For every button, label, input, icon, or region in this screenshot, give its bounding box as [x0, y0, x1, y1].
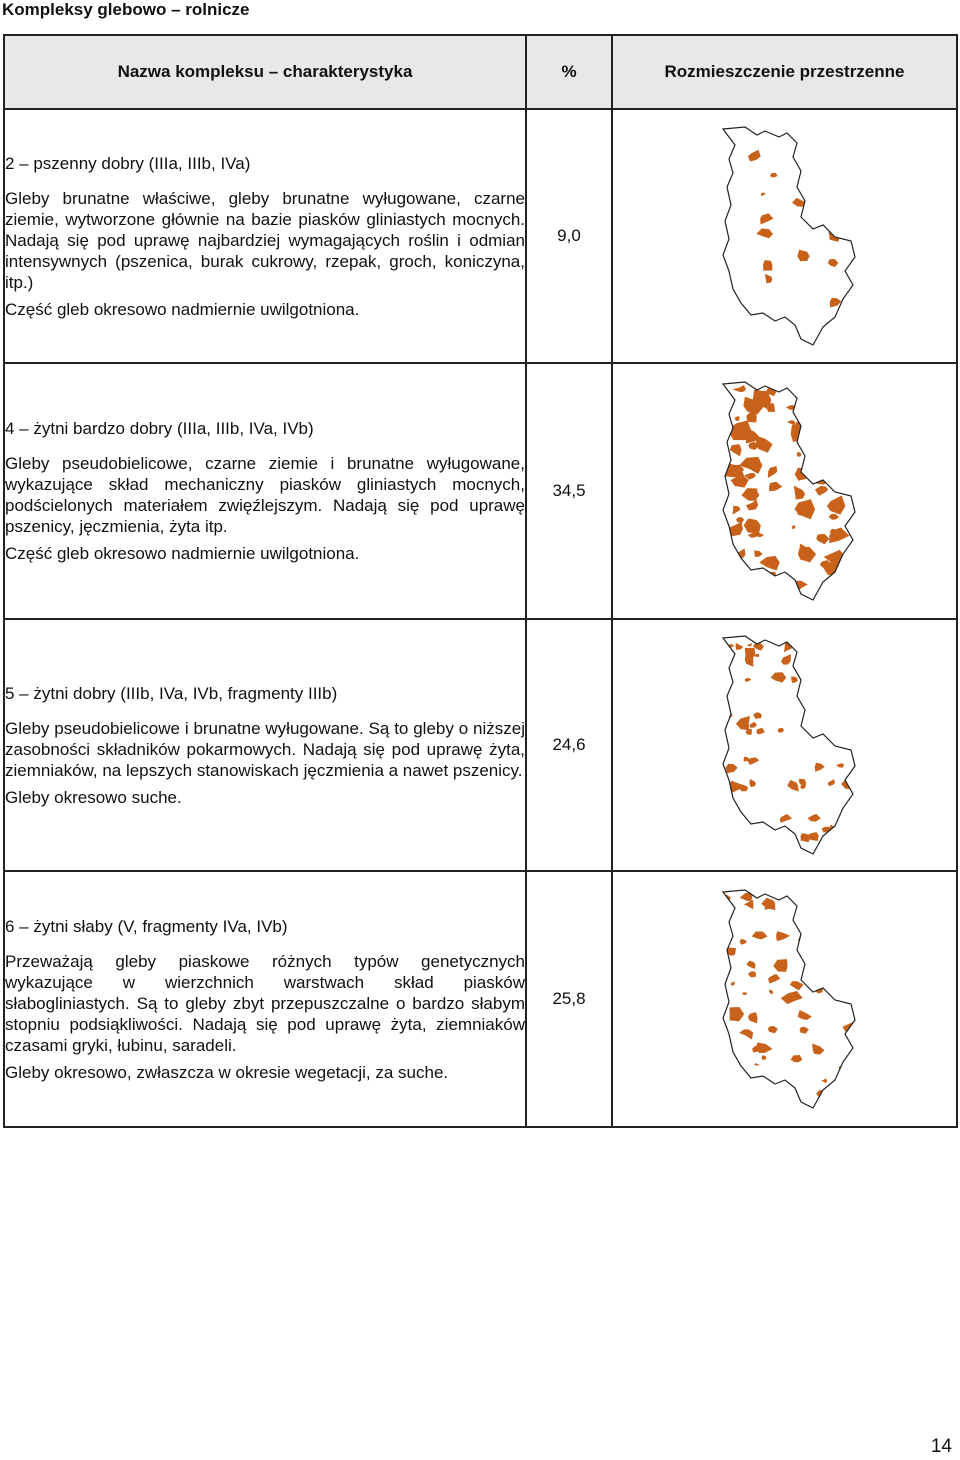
- soil-patch: [821, 913, 829, 919]
- soil-patch: [799, 1027, 808, 1034]
- soil-patch: [736, 517, 744, 523]
- soil-patch: [741, 992, 747, 995]
- soil-patch: [812, 1044, 824, 1055]
- soil-patch: [807, 814, 820, 822]
- soil-patch: [814, 486, 827, 496]
- soil-patch: [751, 932, 767, 940]
- soil-patch: [769, 482, 782, 492]
- header-percent: %: [526, 35, 612, 109]
- soil-patch: [744, 589, 760, 600]
- soil-patch: [734, 416, 739, 420]
- distribution-map: [705, 884, 865, 1114]
- soil-patch: [831, 436, 834, 439]
- soil-patch: [745, 500, 757, 510]
- soil-patch: [760, 192, 765, 196]
- soil-patch: [834, 322, 838, 326]
- soil-patch: [781, 654, 791, 665]
- soil-patch: [826, 496, 845, 515]
- document-title: Kompleksy glebowo – rolnicze: [2, 0, 250, 19]
- soil-patch: [792, 198, 808, 207]
- complex-note: Gleby okresowo, zwłaszcza w okresie wegetacji, za suche.: [5, 1062, 449, 1082]
- soil-patch: [738, 592, 742, 597]
- complex-body: Gleby pseudobielicowe, czarne ziemie i brunatne wyługowane, wykazujące skład mechaniczny piasków gliniastych mocnych, podścielonych materiałem zwięźlejszym. Nadają się pod uprawę pszenicy, jęczmienia, żyta itp.: [5, 454, 525, 536]
- table-row: [4, 363, 957, 619]
- soil-patch: [735, 643, 743, 650]
- soil-patch: [755, 1042, 772, 1053]
- distribution-map-cell: [612, 363, 957, 619]
- soil-patch: [767, 466, 776, 478]
- header-name: Nazwa kompleksu – charakterystyka: [4, 35, 526, 109]
- soil-patch: [824, 591, 847, 601]
- soil-patch: [735, 716, 749, 730]
- soil-patch: [791, 525, 795, 529]
- soil-patch: [728, 1075, 742, 1085]
- soil-patch: [790, 425, 806, 443]
- complex-body: Gleby brunatne właściwe, gleby brunatne wyługowane, czarne ziemie, wytworzone głównie na bazie piasków gliniastych mocnych. Nadają się pod uprawę najbardziej wymagających roślin i odmian intensywnych (pszenica, burak cukrowy, rzepak, groch, koniczyna, itp.): [5, 188, 525, 292]
- complex-description: [4, 109, 526, 363]
- soil-patch: [724, 713, 732, 718]
- soil-patch: [760, 572, 777, 587]
- soil-patch: [827, 227, 841, 241]
- soil-patch: [819, 1094, 833, 1103]
- soil-patch: [799, 644, 810, 653]
- complex-heading: 2 – pszenny dobry (IIIa, IIIb, IVa): [5, 153, 251, 173]
- distribution-map-cell: [612, 109, 957, 363]
- soil-patch: [735, 1072, 740, 1077]
- soil-patch: [813, 970, 820, 974]
- soil-patch: [794, 468, 806, 481]
- header-map: Rozmieszczenie przestrzenne: [612, 35, 957, 109]
- soil-patch: [828, 949, 842, 961]
- soil-patch: [724, 522, 742, 537]
- soil-patch: [756, 228, 773, 238]
- soil-patch: [823, 980, 836, 988]
- soil-patch: [741, 488, 757, 501]
- soil-patch: [799, 433, 803, 437]
- complex-percent: 25,8: [526, 871, 612, 1127]
- complex-description: [4, 619, 526, 871]
- soil-patch: [729, 1007, 744, 1021]
- soil-patch: [725, 304, 729, 307]
- soil-patch: [820, 643, 830, 652]
- soil-patch: [842, 946, 856, 960]
- soil-patch: [821, 1078, 827, 1083]
- soil-patch: [739, 939, 746, 945]
- soil-patch: [797, 250, 809, 262]
- soil-patch: [796, 452, 801, 457]
- table-header-row: [4, 35, 957, 109]
- table-row: [4, 109, 957, 363]
- soil-patch: [721, 175, 727, 182]
- soil-patch: [789, 981, 803, 990]
- soil-patch: [725, 764, 737, 774]
- soil-patch: [729, 444, 741, 456]
- distribution-map-cell: [612, 619, 957, 871]
- soil-patch: [737, 337, 743, 340]
- soil-patch: [780, 835, 785, 840]
- soil-patch: [826, 412, 841, 424]
- table-row: [4, 871, 957, 1127]
- complex-percent: 34,5: [526, 363, 612, 619]
- soil-patch: [807, 413, 824, 426]
- soil-patch: [835, 723, 841, 729]
- soil-patch: [773, 959, 787, 972]
- soil-patch: [831, 946, 845, 956]
- soil-patch: [836, 763, 844, 768]
- soil-patch: [794, 499, 815, 519]
- soil-patch: [715, 830, 731, 844]
- soil-patch: [791, 676, 798, 683]
- soil-patch: [776, 931, 790, 941]
- soil-patch: [760, 213, 773, 224]
- complex-percent: 9,0: [526, 109, 612, 363]
- soil-patch: [729, 585, 742, 595]
- region-outline: [723, 636, 855, 854]
- soil-patch: [767, 1026, 777, 1033]
- soil-patch: [824, 446, 846, 460]
- soil-patch: [787, 780, 799, 792]
- soil-patch: [831, 469, 841, 480]
- soil-patch: [814, 763, 824, 772]
- soil-patch: [719, 581, 739, 591]
- soil-patch: [797, 547, 815, 563]
- soil-patch: [818, 440, 827, 452]
- soil-patch: [754, 551, 763, 557]
- soil-patch: [748, 333, 755, 337]
- soil-patch: [734, 325, 743, 334]
- soil-patch: [731, 565, 740, 573]
- soil-patch: [727, 324, 736, 331]
- soil-patch: [747, 150, 760, 162]
- soil-patch: [790, 1055, 802, 1062]
- soil-patch: [762, 1091, 773, 1104]
- distribution-map-cell: [612, 871, 957, 1127]
- soil-patch: [755, 435, 772, 452]
- soil-patch: [799, 387, 803, 392]
- soil-patch: [816, 534, 829, 545]
- soil-patch: [730, 981, 734, 985]
- soil-patch: [727, 421, 751, 441]
- soil-patch: [727, 1070, 734, 1076]
- soil-patch: [797, 1010, 811, 1020]
- page-number: 14: [930, 1436, 952, 1457]
- soil-patch: [829, 438, 846, 454]
- soil-patch: [813, 643, 821, 649]
- soil-patch: [746, 411, 756, 423]
- soil-patch: [769, 1088, 779, 1093]
- soil-patch: [753, 712, 762, 718]
- soil-patch: [828, 514, 838, 520]
- soil-patch: [786, 420, 795, 425]
- complex-heading: 5 – żytni dobry (IIIb, IVa, IVb, fragmenty IIIb): [5, 683, 338, 703]
- soil-patch: [777, 728, 784, 733]
- soil-patch: [768, 974, 780, 984]
- region-outline: [723, 127, 855, 345]
- soil-patch: [837, 826, 851, 836]
- soil-patch: [744, 678, 751, 682]
- soil-patch: [793, 391, 801, 398]
- soil-patch: [817, 926, 824, 934]
- soil-patch: [749, 1079, 765, 1093]
- soil-patch: [828, 825, 841, 836]
- complex-description: [4, 363, 526, 619]
- soil-patch: [824, 912, 838, 922]
- soil-patch: [834, 729, 839, 734]
- complex-body: Gleby pseudobielicowe i brunatne wyługowane. Są to gleby o niższej zasobności składników pokarmowych. Nadają się pod uprawę żyta, ziemniaków, na lepszych stanowiskach jęczmienia a nawet pszenicy.: [5, 718, 525, 780]
- soil-patch: [732, 385, 746, 392]
- soil-patch: [746, 961, 755, 969]
- soil-patch: [749, 779, 756, 787]
- soil-patch: [770, 672, 786, 682]
- distribution-map: [705, 376, 865, 606]
- soil-patch: [802, 908, 814, 916]
- soil-patch: [746, 643, 751, 646]
- soil-patch: [761, 1055, 766, 1060]
- soil-patch: [797, 924, 804, 929]
- soil-patch: [827, 779, 834, 786]
- soil-patch: [750, 826, 762, 837]
- complex-note: Gleby okresowo suche.: [5, 787, 182, 807]
- soil-patch: [793, 486, 804, 500]
- soil-patch: [756, 728, 765, 734]
- soil-patch: [779, 814, 791, 823]
- soil-patch: [740, 576, 759, 596]
- soil-patch: [827, 259, 838, 267]
- complex-percent: 24,6: [526, 619, 612, 871]
- soil-patch: [732, 506, 740, 515]
- table-row: [4, 619, 957, 871]
- soil-patch: [806, 212, 818, 221]
- distribution-map: [705, 630, 865, 860]
- soil-patch: [754, 1063, 760, 1066]
- distribution-map: [705, 121, 865, 351]
- complex-note: Część gleb okresowo nadmiernie uwilgotniona.: [5, 299, 360, 319]
- soil-patch: [763, 260, 772, 271]
- soil-patch: [769, 173, 777, 178]
- soil-patch: [743, 824, 754, 833]
- soil-patch: [747, 971, 755, 977]
- complex-heading: 6 – żytni słaby (V, fragmenty IVa, IVb): [5, 916, 288, 936]
- soil-patch: [747, 1012, 757, 1023]
- soil-patch: [780, 991, 802, 1004]
- soil-patch: [739, 1029, 753, 1039]
- soil-patch: [769, 989, 773, 994]
- soil-patch: [718, 566, 741, 580]
- soil-patch: [843, 934, 849, 938]
- soil-patch: [841, 926, 848, 930]
- soil-patch: [743, 519, 760, 534]
- soil-patch: [819, 677, 826, 682]
- soil-complex-table: [3, 34, 958, 1128]
- soil-patch: [749, 722, 757, 728]
- soil-patch: [759, 832, 773, 840]
- complex-body: Przeważają gleby piaskowe różnych typów genetycznych wykazujące w wierzchnich warstwach skład piasków słabogliniastych. Są to gleby zbyt przepuszczalne o bardzo słabym stopniu podsiąkliwości. Nadają się pod uprawę żyta, ziemniaków czasami gryki, łubinu, saradeli.: [5, 951, 525, 1055]
- complex-heading: 4 – żytni bardzo dobry (IIIa, IIIb, IVa, IVb): [5, 419, 314, 438]
- soil-patch: [743, 900, 753, 910]
- soil-patch: [764, 274, 772, 283]
- complex-description: [4, 871, 526, 1127]
- complex-note: Część gleb okresowo nadmiernie uwilgotniona.: [5, 544, 360, 563]
- soil-patch: [828, 723, 832, 727]
